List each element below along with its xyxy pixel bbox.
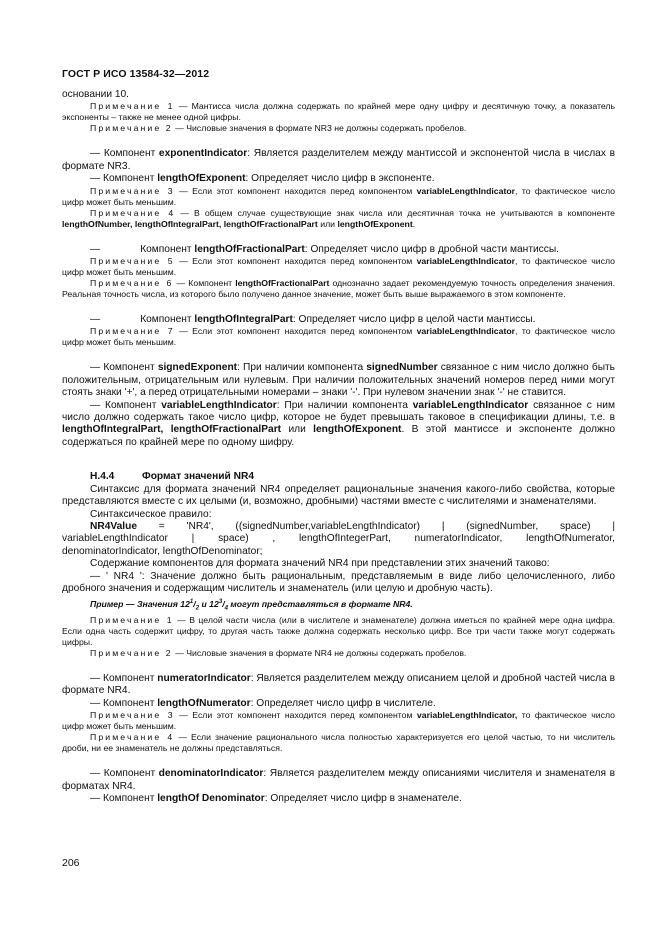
text-fragment: связанное с ним число должно содержать такое число цифр, которое не будет превышать таковое в спецификации длины, т.е. в: [62, 399, 616, 424]
text-fragment: — Компонент: [90, 399, 162, 411]
text-continuation: основании 10.: [62, 89, 130, 100]
note-label: Примечание 2: [90, 647, 173, 658]
note-5: [62, 256, 615, 278]
syntax-line-1: [62, 521, 615, 533]
text-fragment: .: [412, 218, 416, 229]
superscript: 1: [189, 599, 194, 606]
text-fragment: : Является разделителем между описанием целой и дробной частей числа в формате NR4.: [62, 672, 616, 697]
text-fragment: : При наличии компонента: [237, 362, 367, 374]
term: denominatorIndicator: [158, 768, 264, 780]
term: variableLengthIndicator: [161, 399, 277, 411]
text-fragment: — Если этот компонент находится перед компонентом: [174, 185, 417, 196]
subscript: 2: [195, 605, 200, 612]
dash: —: [90, 243, 101, 255]
term: lengthOfExponent: [157, 173, 246, 185]
text-fragment: — Если этот компонент находится перед компонентом: [174, 326, 417, 337]
term: signedNumber: [366, 362, 438, 374]
term: lengthOfIntegralPart: [194, 314, 293, 326]
paragraph-numerator-indicator: [62, 673, 615, 698]
example: [62, 597, 615, 615]
note-label: Примечание 7: [90, 326, 175, 337]
note-label: Примечание 6: [90, 278, 174, 289]
text-fragment: — Компонент: [173, 278, 236, 289]
term: lengthOfFractionalPart: [194, 243, 305, 255]
text-fragment: — Если этот компонент находится перед компонентом: [174, 256, 417, 267]
text-fragment: : При наличии компонента: [276, 399, 413, 411]
term: lengthOf Denominator: [157, 793, 265, 804]
note-text: — В целой части числа (или в числителе и знаменателе) должна иметься по крайней мере одна цифра. Если одна часть содержит цифру, то другая часть также должна содержать несколько цифр. Все три части также могут содержать цифры.: [62, 614, 615, 647]
note-label: Примечание 4: [90, 732, 175, 743]
note-text: — Если значение рационального числа полностью характеризуется его целой частью, то ни числитель дроби, ни ее знаменатель не должны представляться.: [62, 732, 615, 754]
subscript: 4: [224, 605, 228, 612]
note-label: Примечание 3: [90, 710, 175, 721]
term: variableLengthIndicator: [416, 185, 516, 196]
note-label: Примечание 1: [90, 101, 175, 112]
note-2: [62, 123, 615, 134]
text-fragment: Компонент: [140, 243, 195, 255]
term: variableLengthIndicator: [416, 326, 516, 337]
note-text: — Числовые значения в формате NR4 не должны содержать пробелов.: [172, 647, 467, 658]
paragraph-syntax-rule-label: Синтаксическое правило:: [90, 508, 212, 520]
syntax-line-3: denominatorIndicator, lengthOfDenominator;: [62, 545, 263, 557]
text-fragment: Компонент: [140, 314, 195, 326]
paragraph-length-of-integral-part: [62, 314, 615, 326]
text-fragment: , то фактическое число цифр может быть меньшим.: [62, 185, 615, 207]
text-fragment: или: [317, 218, 338, 229]
text-fragment: : Является разделителем между мантиссой и экспонентой числа в числах в формате NR3.: [62, 148, 615, 172]
term: signedExponent: [157, 362, 238, 374]
text-fragment: , то фактическое число цифр может быть меньшим.: [62, 326, 615, 348]
term: NR4Value: [90, 520, 137, 532]
text-fragment: то фактическое число цифр может быть меньшим.: [62, 710, 615, 732]
text-fragment: = 'NR4', ((signedNumber,variableLengthIndicator) | (signedNumber, space) |: [137, 520, 615, 532]
note-3: [62, 186, 615, 208]
text-fragment: : Определяет число цифр в экспоненте.: [245, 173, 435, 185]
term: exponentIndicator: [158, 148, 248, 160]
term: lengthOfExponent: [337, 218, 413, 229]
text-fragment: — В общем случае существующие знак числа или десятичная точка не учитываются в компоненте: [175, 207, 615, 218]
paragraph-length-of-denominator: [62, 793, 615, 805]
section-title: Формат значений NR4: [142, 471, 254, 483]
note-label: Примечание 5: [90, 256, 175, 267]
note-label: Примечание 4: [90, 207, 176, 218]
text-fragment: — Компонент: [90, 362, 158, 374]
paragraph-nr4-syntax: Синтаксис для формата значений NR4 определяет рациональные значения какого-либо свойства, которые представляются вместе с их целыми (и, возможно, дробными) частями вместе с числителями и знаменателями.: [62, 483, 615, 508]
term: variableLengthIndicator,: [416, 710, 518, 721]
superscript: 3: [218, 599, 223, 606]
paragraph-length-of-exponent: [62, 173, 615, 185]
note-text: — Мантисса числа должна содержать по крайней мере одну цифру и десятичную точку, а показатель экспоненты – также не менее одной цифры.: [62, 101, 616, 123]
note-1: [62, 101, 615, 123]
paragraph-signed-exponent: [62, 362, 615, 399]
note-nr4-1: [62, 615, 615, 648]
section-number: H.4.4: [90, 471, 115, 483]
text-fragment: : Определяет число цифр в знаменателе.: [264, 793, 462, 804]
text-fragment: — Компонент: [90, 672, 158, 684]
text-fragment: , то фактическое число цифр может быть меньшим.: [62, 256, 615, 278]
text-fragment: могут представляться в формате NR4.: [227, 599, 413, 610]
slash: /: [193, 599, 196, 610]
section-heading: [62, 471, 615, 483]
text-fragment: . В этой мантиссе и экспоненте должно содержаться по крайней мере по одному шифру.: [62, 424, 615, 448]
slash: /: [222, 599, 225, 610]
note-7: [62, 326, 615, 348]
note-nr4-4: [62, 732, 615, 754]
text-fragment: — Компонент: [90, 148, 159, 160]
paragraph-length-of-fractional-part: [62, 244, 615, 256]
text-fragment: однозначно задает рекомендуемую точность определения значения. Реальная точность числа, из которого было получено данное значение, может быть выше выражаемого в этом компоненте.: [62, 278, 615, 300]
note-4: [62, 208, 615, 230]
note-nr4-2: [62, 648, 615, 659]
text-fragment: — Если этот компонент находится перед компонентом: [174, 710, 417, 721]
paragraph-nr4-components: Содержание компонентов для формата значений NR4 при представлении этих значений таково:: [90, 558, 550, 570]
term: lengthOfNumerator: [157, 697, 251, 709]
term: variableLengthIndicator: [416, 256, 516, 267]
paragraph-length-of-numerator: [62, 698, 615, 710]
note-nr4-3: [62, 710, 615, 732]
note-label: Примечание 1: [90, 614, 174, 625]
term: variableLengthIndicator: [412, 399, 529, 411]
syntax-rule: [62, 521, 615, 558]
term: numeratorIndicator: [157, 672, 251, 684]
term: lengthOfFractionalPart: [235, 278, 330, 289]
page-number: 206: [62, 857, 80, 869]
dash: —: [90, 314, 101, 326]
syntax-line-2: variableLengthIndicator | space) , lengthOfIntegerPart, numeratorIndicator, lengthOfNumerator,: [62, 533, 615, 545]
paragraph-nr4-value: — ' NR4 ': Значение должно быть рациональным, представляемым в виде либо целочисленного, либо дробного значения и содержащим числитель и знаменатель (или целую и дробную часть).: [62, 570, 615, 594]
text-fragment: Пример — Значения 12: [90, 599, 190, 610]
document-header: ГОСТ Р ИСО 13584-32—2012: [62, 68, 210, 80]
term: lengthOfNumber, lengthOfIntegralPart, lengthOfFractionalPart: [62, 218, 318, 229]
text-fragment: связанное с ним число должно быть положительным, отрицательным или нулевым. При наличии положительных значений номеров перед ними могут стоять знаки '+', а перед отрицательными номерами – знаки '-'. При нулевом значении знак '-' не ставится.: [62, 362, 615, 399]
text-fragment: — Компонент: [90, 768, 159, 780]
text-fragment: и 12: [199, 599, 219, 610]
note-label: Примечание 2: [90, 123, 173, 134]
text-fragment: — Компонент: [90, 697, 158, 709]
paragraph-exponent-indicator: [62, 148, 615, 173]
note-6: [62, 278, 615, 300]
text-fragment: : Определяет число цифр в целой части мантиссы.: [292, 314, 536, 326]
text-fragment: — Компонент: [90, 793, 158, 804]
paragraph-variable-length-indicator: [62, 400, 615, 450]
note-text: — Числовые значения в формате NR3 не должны содержать пробелов.: [172, 123, 467, 134]
text-fragment: : Определяет число цифр в числителе.: [250, 697, 436, 709]
paragraph-denominator-indicator: [62, 768, 615, 793]
term: lengthOfIntegralPart, lengthOfFractionalPart: [62, 424, 282, 436]
text-fragment: : Является разделителем между описаниями числителя и знаменателя в форматах NR4.: [62, 768, 615, 792]
term: lengthOfExponent: [313, 424, 402, 436]
text-fragment: — Компонент: [90, 173, 158, 185]
document-body: [62, 89, 615, 805]
text-fragment: : Определяет число цифр в дробной части мантиссы.: [304, 243, 560, 255]
note-label: Примечание 3: [90, 185, 175, 196]
text-fragment: или: [281, 424, 314, 436]
